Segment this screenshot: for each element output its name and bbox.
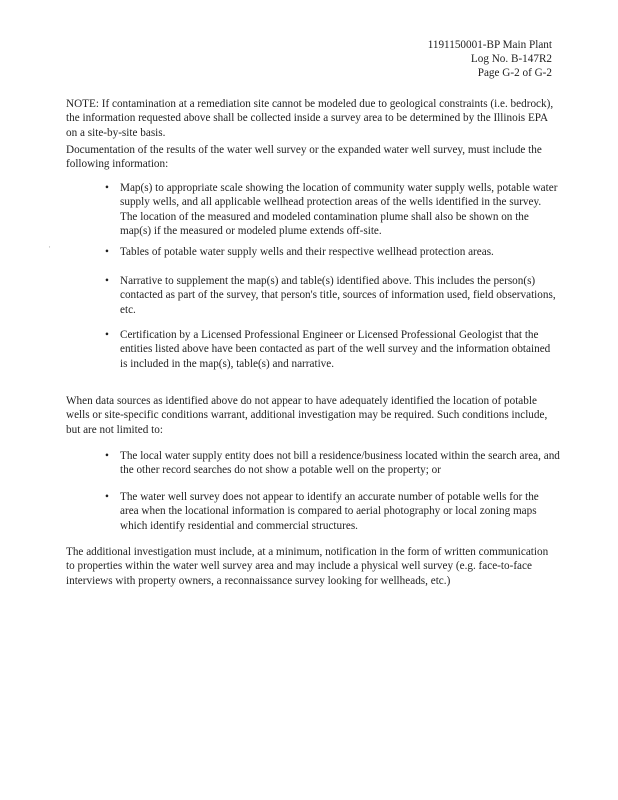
bullet-icon: •	[105, 246, 109, 258]
condition-item	[105, 490, 560, 533]
scan-speck-decoration: ·	[48, 242, 51, 252]
closing-paragraph: The additional investigation must include, at a minimum, notification in the form of written communication to properties within the water well survey area and may include a physical well survey (e.g. face-to-face interviews with property owners, a reconnaissance survey looking for wellheads, etc.)	[66, 546, 549, 587]
condition-item-text: The water well survey does not appear to identify an accurate number of potable wells for the area when the locational information is compared to aerial photography or local zoning maps which identify residential and commercial structures.	[120, 491, 539, 532]
documentation-item-text: Certification by a Licensed Professional Engineer or Licensed Professional Geologist that the entities listed above have been contacted as part of the well survey and the information obtained is included in the map(s), table(s) and narrative.	[120, 329, 551, 370]
bullet-icon: •	[105, 450, 109, 462]
bullet-icon: •	[105, 182, 109, 194]
condition-item-text: The local water supply entity does not bill a residence/business located within the search area, and the other record searches do not show a potable well on the property; or	[120, 450, 560, 477]
conditions-intro: When data sources as identified above do not appear to have adequately identified the location of potable wells or site-specific conditions warrant, additional investigation may be required. Such conditions include, but are not limited to:	[66, 395, 548, 436]
documentation-intro: Documentation of the results of the water well survey or the expanded water well survey, must include the following information:	[66, 144, 542, 171]
documentation-item	[105, 328, 560, 371]
bullet-icon: •	[105, 491, 109, 503]
bullet-icon: •	[105, 275, 109, 287]
condition-item	[105, 449, 560, 478]
documentation-item-text: Map(s) to appropriate scale showing the location of community water supply wells, potable water supply wells, and all applicable wellhead protection areas of the wells identified in the survey. The location of the measured and modeled contamination plume shall also be shown on the map(s) if the measured or modeled plume extends off-site.	[120, 182, 558, 238]
documentation-item	[105, 181, 560, 239]
bullet-icon: •	[105, 329, 109, 341]
documentation-item-text: Tables of potable water supply wells and their respective wellhead protection areas.	[120, 246, 494, 258]
header-page-number: Page G-2 of G-2	[477, 67, 552, 79]
header-document-id: 1191150001-BP Main Plant	[427, 39, 552, 51]
documentation-item	[105, 274, 560, 317]
documentation-item	[105, 245, 560, 259]
documentation-item-text: Narrative to supplement the map(s) and table(s) identified above. This includes the person(s) contacted as part of the survey, that person's title, sources of information used, field observations, etc.	[120, 275, 556, 316]
note-paragraph: NOTE: If contamination at a remediation site cannot be modeled due to geological constraints (i.e. bedrock), the information requested above shall be collected inside a survey area to be determined by the Illinois EPA on a site-by-site basis.	[66, 98, 554, 139]
header-log-number: Log No. B-147R2	[470, 53, 552, 65]
page-header	[428, 38, 552, 80]
